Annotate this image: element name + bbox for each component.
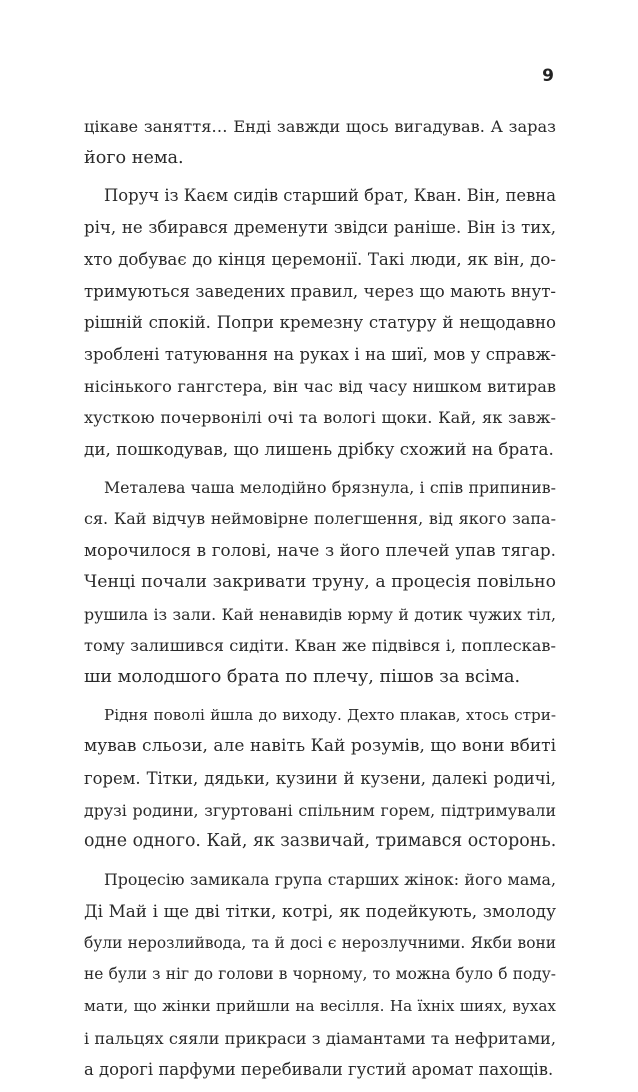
text-line: горем. Тітки, дядьки, кузини й кузени, далекі родичі, — [84, 769, 556, 789]
text-line: Рідня поволі йшла до виходу. Дехто плакав, хтось стри- — [104, 705, 556, 724]
text-line: річ, не збирався дременути звідси раніше. Він із тих, — [84, 218, 556, 238]
text-line: ди, пошкодував, що лишень дрібку схожий на брата. — [84, 439, 554, 460]
text-line: Поруч із Каєм сидів старший брат, Кван. Він, певна — [104, 186, 556, 206]
body-text — [84, 111, 556, 1092]
text-line: нісінького гангстера, він час від часу нишком витирав — [84, 376, 556, 396]
text-line: зроблені татуювання на руках і на шиї, мов у справж- — [84, 344, 556, 364]
text-line: тримуються заведених правил, через що мають внут- — [84, 281, 556, 301]
text-line: Процесію замикала група старших жінок: його мама, — [104, 870, 556, 890]
text-line: цікаве заняття… Енді завжди щось вигадував. А зараз — [84, 117, 556, 136]
text-line: одне одного. Кай, як зазвичай, тримався осторонь. — [84, 831, 557, 852]
text-line: Металева чаша мелодійно брязнула, і спів припинив- — [104, 477, 556, 497]
text-line: його нема. — [84, 147, 184, 168]
text-line: мував сльози, але навіть Кай розумів, що вони вбиті — [84, 736, 556, 757]
paragraph-3 — [84, 472, 556, 694]
text-line: тому залишився сидіти. Кван же підвівся і, поплескав- — [84, 636, 556, 656]
text-line: морочилося в голові, наче з його плечей упав тягар. — [84, 540, 556, 561]
paragraph-5 — [84, 864, 556, 1086]
text-line: Ді Май і ще дві тітки, котрі, як подейкують, змолоду — [84, 900, 556, 921]
text-line: ши молодшого брата по плечу, пішов за всіма. — [84, 666, 521, 687]
text-line: рушила із зали. Кай ненавидів юрму й дотик чужих тіл, — [84, 604, 556, 624]
text-line: ся. Кай відчув неймовірне полегшення, від якого запа- — [84, 509, 556, 529]
text-line: рішній спокій. Попри кремезну статуру й нещодавно — [84, 313, 556, 333]
paragraph-2 — [84, 180, 556, 465]
text-line: були нерозлийвода, та й досі є нерозлучними. Якби вони — [84, 933, 556, 952]
text-line: Ченці почали закривати труну, а процесія повільно — [84, 571, 556, 592]
text-line: хусткою почервонілі очі та вологі щоки. Кай, як завж- — [84, 408, 556, 428]
text-line: а дорогі парфуми перебивали густий аромат пахощів. — [84, 1060, 554, 1080]
text-line: мати, що жінки прийшли на весілля. На їхніх шиях, вухах — [84, 996, 556, 1015]
text-line: хто добуває до кінця церемонії. Такі люди, як він, до- — [84, 249, 556, 269]
text-line: друзі родини, згуртовані спільним горем, підтримували — [84, 800, 556, 820]
paragraph-1 — [84, 111, 556, 174]
paragraph-4 — [84, 700, 556, 859]
text-line: і пальцях сяяли прикраси з діамантами та нефритами, — [84, 1028, 556, 1048]
text-line: не були з ніг до голови в чорному, то можна було б поду- — [84, 965, 556, 984]
page-number: 9 — [542, 66, 554, 86]
